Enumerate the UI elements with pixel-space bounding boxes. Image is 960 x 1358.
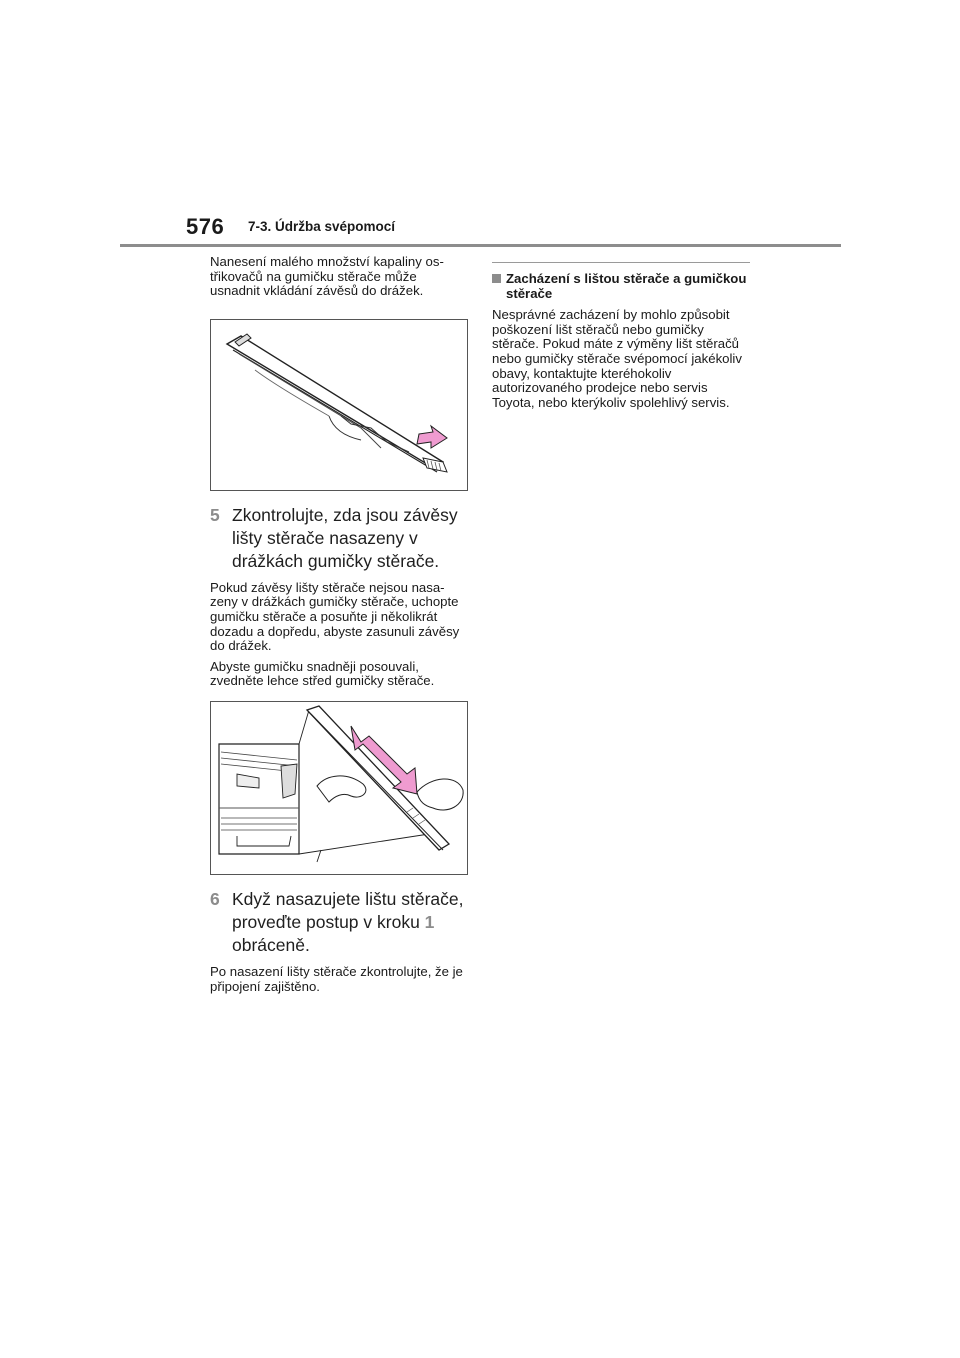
right-column: [492, 262, 750, 416]
wiper-insert-illustration: [210, 319, 468, 491]
step-6-text-after: obráceně.: [232, 934, 310, 955]
intro-paragraph: Nanesení malého množství kapaliny ostřikovačů na gumičku stěrače může usnadnit vkládání závěsů do drážek.: [210, 254, 444, 299]
step-6: [210, 888, 468, 957]
slide-rubber-paragraph: Pokud závěsy lišty stěrače nejsou nasazeny v drážkách gumičky stěrače, uchopte gumičku stěrače a posuňte ji několikrát dozadu a dopředu, abyste zasunuli závěsy do drážek.: [210, 579, 460, 654]
lift-center-paragraph: Abyste gumičku snadněji posouvali, zvedněte lehce střed gumičky stěrače.: [210, 658, 435, 689]
wiper-slide-illustration: [210, 701, 468, 875]
page-number: 576: [186, 214, 225, 239]
handling-paragraph: Nesprávné zacházení by mohlo způsobit poškození lišt stěračů nebo gumičky stěrače. Pokud máte z výměny lišt stěračů nebo gumičky stěrače svépomocí jakékoliv obavy, kontaktujte kteréhokoliv autorizovaného prodejce nebo servis Toyota, nebo kterýkoliv spolehlivý servis.: [492, 307, 742, 410]
header-divider: [120, 244, 841, 247]
step-5-text: Zkontrolujte, zda jsou závěsy lišty stěrače nasazeny v drážkách gumičky stěrače.: [232, 504, 458, 571]
step-6-number: 6: [210, 888, 220, 909]
section-title: 7-3. Údržba svépomocí: [248, 219, 396, 234]
step-6-text: [232, 888, 468, 957]
wiper-blade-drawing: [211, 320, 467, 490]
handling-heading-text: Zacházení s lištou stěrače a gumičkou stěrače: [506, 271, 747, 301]
step-5-number: 5: [210, 504, 220, 525]
step-5: [210, 504, 468, 573]
left-column: [210, 255, 468, 1000]
step-6-text-before: Když nasazujete lištu stěrače, proveďte postup v kroku: [232, 888, 464, 932]
check-connection-paragraph: Po nasazení lišty stěrače zkontrolujte, že je připojení zajištěno.: [210, 963, 463, 994]
wiper-hands-drawing: [211, 702, 467, 874]
step-6-reference: 1: [424, 911, 435, 932]
handling-heading: [492, 272, 750, 301]
right-column-divider: [492, 262, 750, 263]
square-bullet-icon: [492, 274, 501, 283]
